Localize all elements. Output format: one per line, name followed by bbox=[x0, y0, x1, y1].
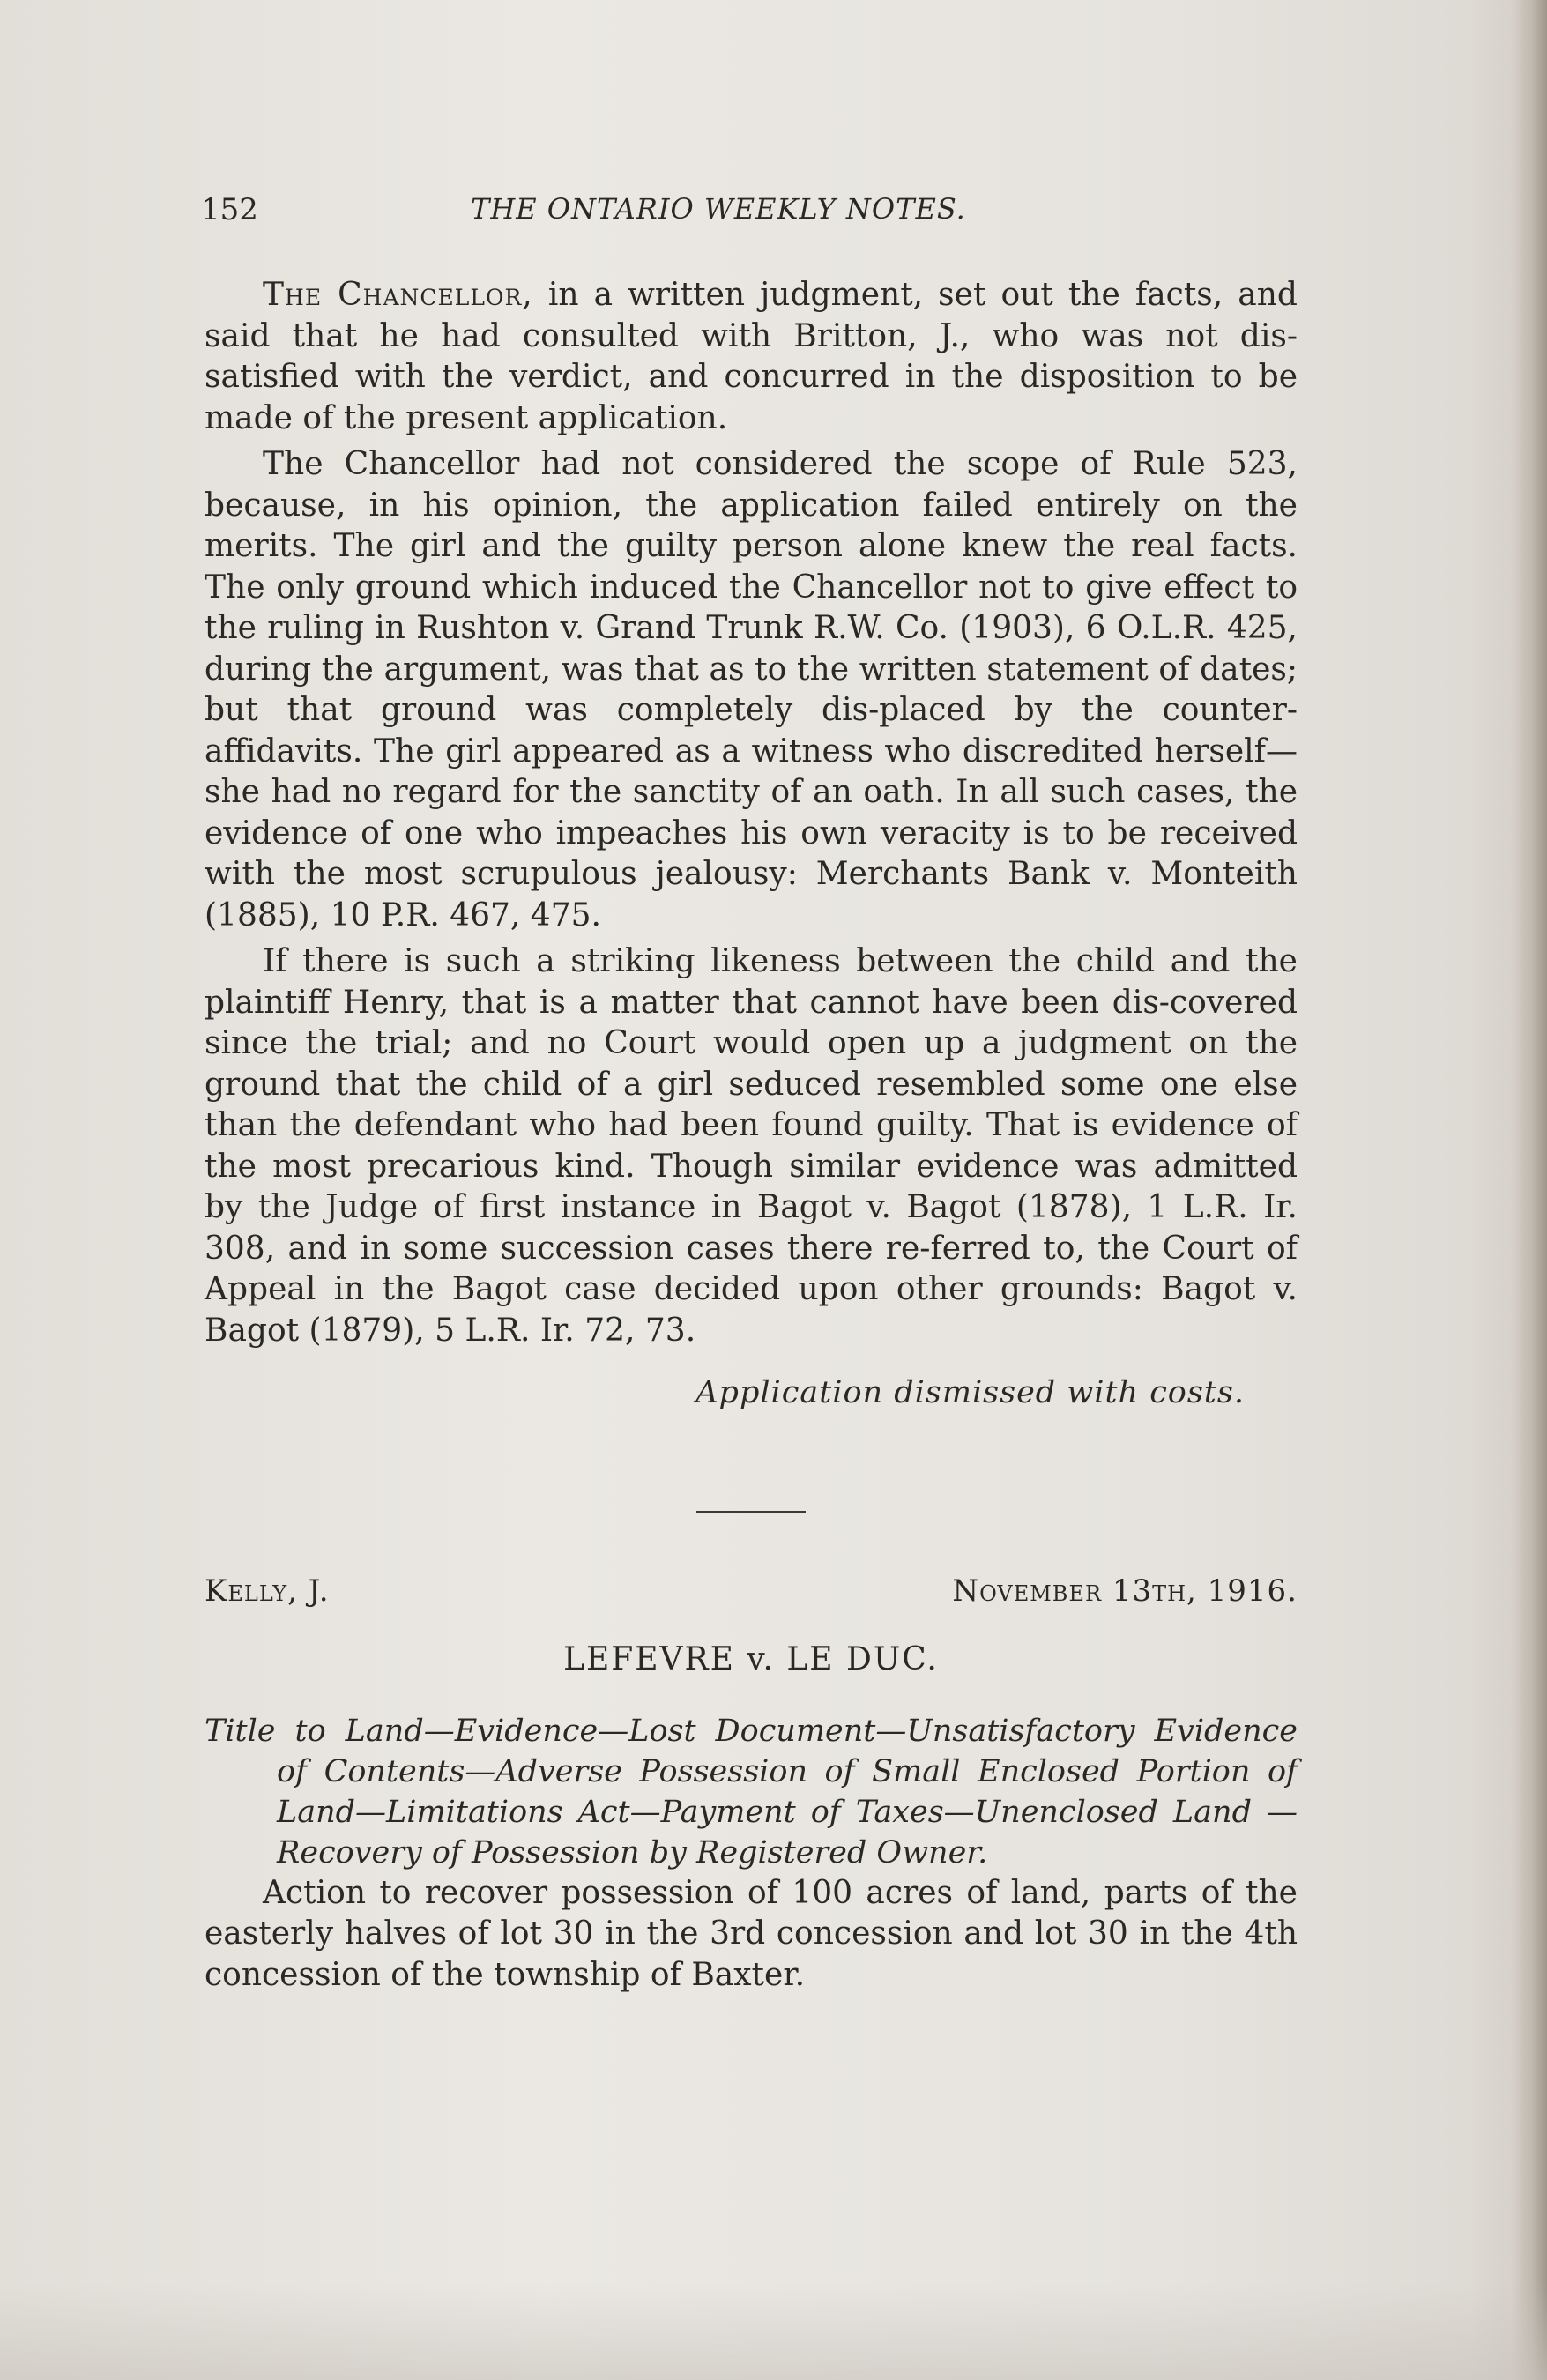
chancellor-lead: The Chancellor, bbox=[263, 277, 533, 313]
judge-name: Kelly, J. bbox=[205, 1573, 330, 1609]
section-divider bbox=[696, 1511, 806, 1513]
judge-date-line bbox=[205, 1571, 1298, 1612]
headnote: Title to Land—Evidence—Lost Document—Unsatisfactory Evidence of Contents—Adverse Possession of Small Enclosed Portion of Land—Limitations Act—Payment of Taxes—Unenclosed Land —Recovery of Possession by Registered Owner. bbox=[205, 1713, 1298, 1871]
disposition: Application dismissed with costs. bbox=[695, 1375, 1245, 1410]
book-gutter-shadow bbox=[1510, 0, 1547, 2380]
page-content bbox=[205, 275, 1298, 2001]
judgment-date: November 13th, 1916. bbox=[952, 1573, 1298, 1609]
page-bottom-edge bbox=[0, 2283, 1547, 2380]
case-title: LEFEVRE v. LE DUC. bbox=[563, 1641, 939, 1677]
action-paragraph: Action to recover possession of 100 acres of land, parts of the easterly halves of lot 30 in the 3rd concession and lot 30 in the 4th concession of the township of Baxter. bbox=[205, 1874, 1298, 1993]
paragraph-likeness: If there is such a striking likeness between the child and the plaintiff Henry, that is a matter that cannot have been dis-covered since the trial; and no Court would open up a judgment on the ground that the child of a girl seduced resembled some one else than the defendant who had been found guilty. That is evidence of the most precarious kind. Though similar evidence was admitted by the Judge of first instance in Bagot v. Bagot (1878), 1 L.R. Ir. 308, and in some succession cases there re-ferred to, the Court of Appeal in the Bagot case decided upon other grounds: Bagot v. Bagot (1879), 5 L.R. Ir. 72, 73. bbox=[205, 943, 1298, 1349]
running-head: THE ONTARIO WEEKLY NOTES. bbox=[471, 192, 966, 226]
page-number: 152 bbox=[201, 192, 258, 227]
paragraph-1-text: in a written judgment, set out the facts, and said that he had consulted with Britton, J., who was not dis-satisfied with the verdict, and concurred in the disposition to be made of the present application. bbox=[205, 277, 1298, 436]
page-header bbox=[201, 192, 1303, 236]
paragraph-rule-523: The Chancellor had not considered the scope of Rule 523, because, in his opinion, the application failed entirely on the merits. The girl and the guilty person alone knew the real facts. The only ground which induced the Chancellor not to give effect to the ruling in Rushton v. Grand Trunk R.W. Co. (1903), 6 O.L.R. 425, during the argument, was that as to the written statement of dates; but that ground was completely dis-placed by the counter-affidavits. The girl appeared as a witness who discredited herself—she had no regard for the sanctity of an oath. In all such cases, the evidence of one who impeaches his own veracity is to be received with the most scrupulous jealousy: Merchants Bank v. Monteith (1885), 10 P.R. 467, 475. bbox=[205, 446, 1298, 933]
paragraph-chancellor-judgment bbox=[205, 275, 1298, 439]
